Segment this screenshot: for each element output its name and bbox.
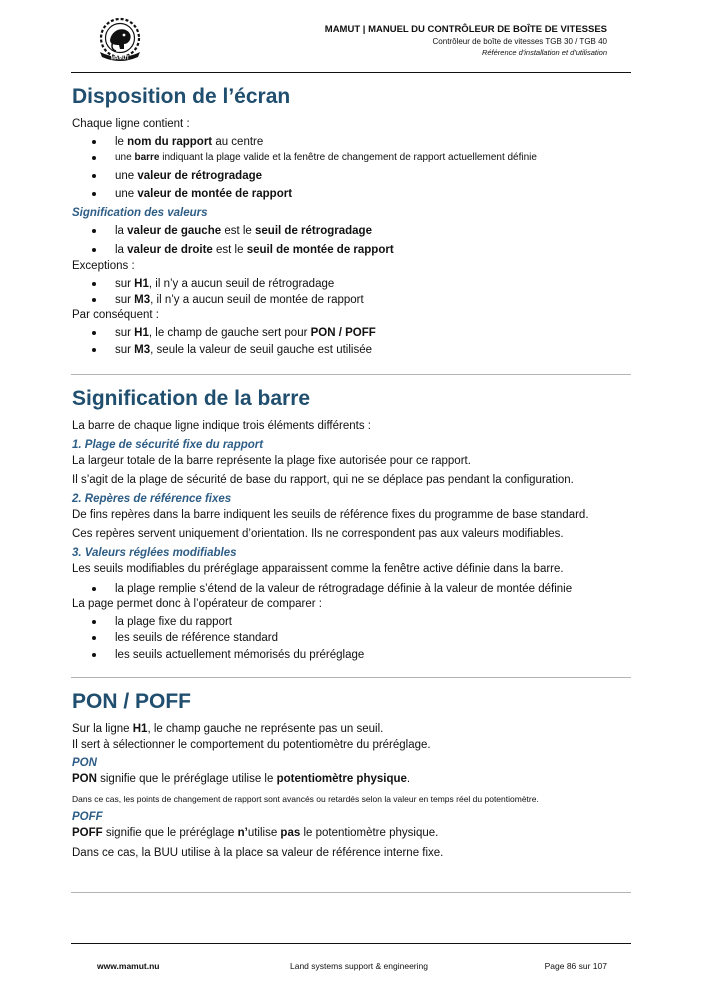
paragraph: De fins repères dans la barre indiquent les seuils de référence fixes du programme de base standard. — [72, 509, 589, 521]
paragraph: Ces repères servent uniquement d’orientation. Ils ne correspondent pas aux valeurs modifiables. — [72, 528, 564, 540]
bullet-dot — [92, 229, 96, 233]
list-item: la plage fixe du rapport — [115, 616, 232, 628]
bullet-dot — [92, 348, 96, 352]
section-divider — [71, 892, 631, 893]
bullet-dot — [92, 587, 96, 591]
page-header — [325, 24, 607, 57]
paragraph: PON signifie que le préréglage utilise le potentiomètre physique. — [72, 773, 411, 785]
header-doc-ref: Référence d'installation et d'utilisation — [481, 48, 607, 57]
subheading: 3. Valeurs réglées modifiables — [72, 547, 237, 559]
list-item: la valeur de droite est le seuil de montée de rapport — [115, 244, 394, 256]
list-item: sur M3, seule la valeur de seuil gauche est utilisée — [115, 344, 372, 356]
section-heading-bar-meaning: Signification de la barre — [72, 387, 311, 410]
bullet-dot — [92, 298, 96, 302]
bullet-dot — [92, 620, 96, 624]
list-item: les seuils de référence standard — [115, 632, 279, 644]
list-item: le nom du rapport au centre — [115, 136, 264, 148]
paragraph: Par conséquent : — [72, 309, 159, 321]
list-item: une valeur de rétrogradage — [115, 170, 263, 182]
bullet-dot — [92, 140, 96, 144]
paragraph: La barre de chaque ligne indique trois éléments différents : — [72, 420, 371, 432]
paragraph: La largeur totale de la barre représente la plage fixe autorisée pour ce rapport. — [72, 455, 471, 467]
bullet-dot — [92, 156, 96, 160]
list-item: la plage remplie s’étend de la valeur de rétrogradage définie à la valeur de montée définie — [115, 583, 573, 595]
bullet-dot — [92, 248, 96, 252]
bullet-dot — [92, 282, 96, 286]
bullet-dot — [92, 174, 96, 178]
footer-page-number: Page 86 sur 107 — [544, 961, 607, 971]
list-item: sur M3, il n’y a aucun seuil de montée de rapport — [115, 294, 364, 306]
list-item: une barre indiquant la plage valide et la fenêtre de changement de rapport actuellement définie — [115, 152, 537, 163]
list-item: une valeur de montée de rapport — [115, 188, 293, 200]
paragraph: Il s’agit de la plage de sécurité de base du rapport, qui ne se déplace pas pendant la configuration. — [72, 474, 574, 486]
subheading: Signification des valeurs — [72, 207, 208, 219]
bullet-dot — [92, 636, 96, 640]
paragraph: POFF signifie que le préréglage n’utilise pas le potentiomètre physique. — [72, 827, 439, 839]
bullet-dot — [92, 192, 96, 196]
header-subtitle: Contrôleur de boîte de vitesses TGB 30 / TGB 40 — [432, 37, 607, 46]
paragraph: Sur la ligne H1, le champ gauche ne représente pas un seuil. — [72, 723, 384, 735]
footer-company: Land systems support & engineering — [290, 961, 428, 971]
subheading: POFF — [72, 811, 103, 823]
subheading: PON — [72, 757, 97, 769]
header-divider — [71, 72, 631, 73]
subheading: 1. Plage de sécurité fixe du rapport — [72, 439, 264, 451]
list-item: la valeur de gauche est le seuil de rétrogradage — [115, 225, 372, 237]
section-divider — [71, 374, 631, 375]
subheading: 2. Repères de référence fixes — [72, 493, 232, 505]
section-heading-pon-poff: PON / POFF — [72, 690, 192, 713]
header-title: MAMUT | MANUEL DU CONTRÔLEUR DE BOÎTE DE VITESSES — [324, 24, 607, 35]
section-divider — [71, 677, 631, 678]
list-item: les seuils actuellement mémorisés du préréglage — [115, 649, 365, 661]
paragraph: Dans ce cas, la BUU utilise à la place sa valeur de référence interne fixe. — [72, 847, 444, 859]
logo-text: MAMUT — [110, 55, 130, 62]
list-item: sur H1, le champ de gauche sert pour PON / POFF — [115, 327, 376, 339]
paragraph: Dans ce cas, les points de changement de rapport sont avancés ou retardés selon la valeur en temps réel du potentiomètre. — [72, 794, 539, 804]
bullet-dot — [92, 331, 96, 335]
list-item: sur H1, il n’y a aucun seuil de rétrogradage — [115, 278, 335, 290]
paragraph: Chaque ligne contient : — [72, 118, 190, 130]
footer-website: www.mamut.nu — [97, 961, 160, 971]
paragraph: Exceptions : — [72, 260, 135, 272]
footer-divider — [71, 943, 631, 944]
section-heading-screen-layout: Disposition de l’écran — [72, 85, 291, 108]
company-logo — [94, 16, 146, 64]
paragraph: Les seuils modifiables du préréglage apparaissent comme la fenêtre active définie dans la barre. — [72, 563, 564, 575]
paragraph: La page permet donc à l’opérateur de comparer : — [72, 598, 322, 610]
bullet-dot — [92, 653, 96, 657]
paragraph: Il sert à sélectionner le comportement du potentiomètre du préréglage. — [72, 739, 431, 751]
